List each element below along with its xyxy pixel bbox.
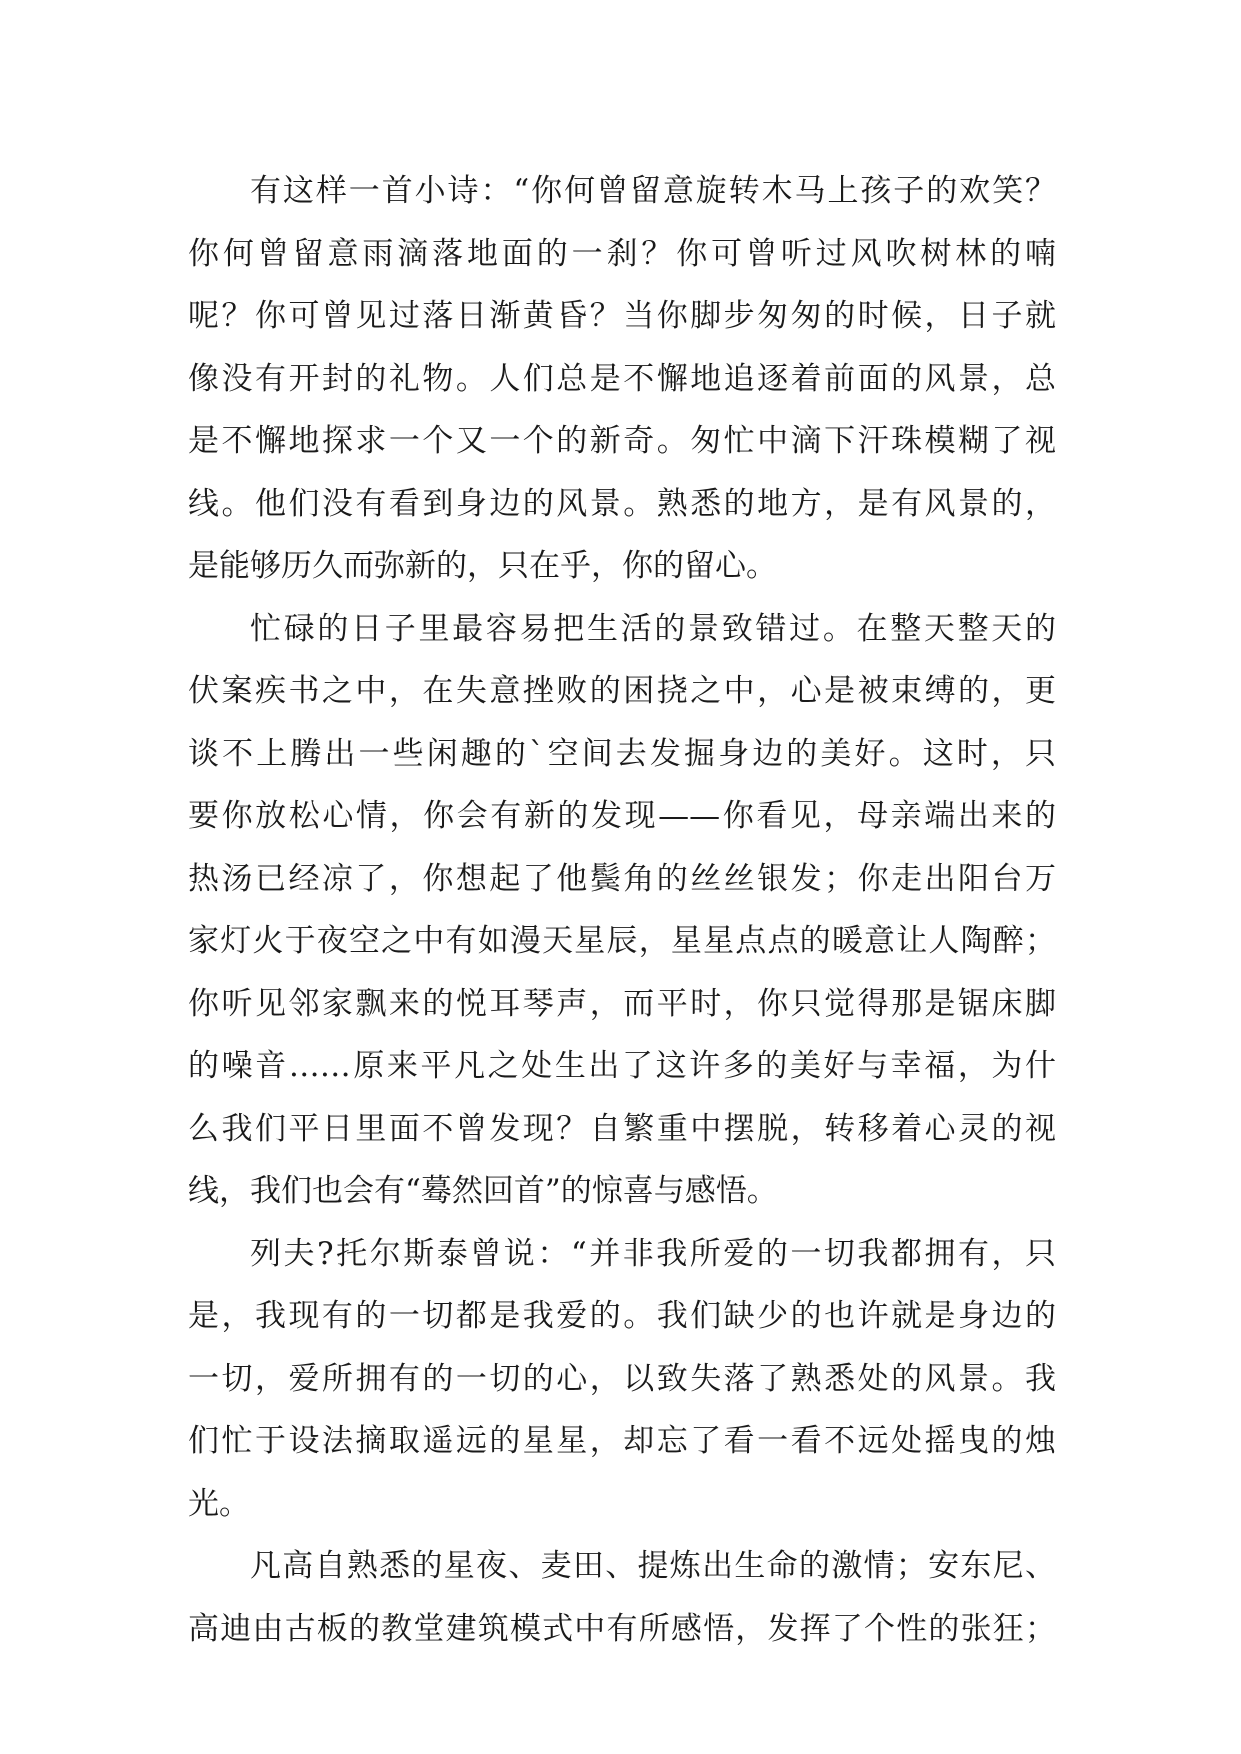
paragraph-1-line-4: 像没有开封的礼物。人们总是不懈地追逐着前面的风景，总	[188, 360, 1056, 397]
paragraph-2-line-4: 要你放松心情，你会有新的发现——你看见，母亲端出来的	[188, 798, 1056, 834]
paragraph-4-line-1: 凡高自熟悉的星夜、麦田、提炼出生命的激情；安东尼、	[250, 1548, 1056, 1584]
paragraph-1-line-3: 呢？你可曾见过落日渐黄昏？当你脚步匆匆的时候，日子就	[188, 298, 1056, 334]
paragraph-1-line-5: 是不懈地探求一个又一个的新奇。匆忙中滴下汗珠模糊了视	[188, 423, 1056, 459]
essay-body	[188, 160, 1056, 1660]
paragraph-2-line-2: 伏案疾书之中，在失意挫败的困挠之中，心是被束缚的，更	[188, 673, 1056, 709]
paragraph-1-line-1: 有这样一首小诗：“你何曾留意旋转木马上孩子的欢笑？	[250, 173, 1056, 209]
paragraph-4-line-2: 高迪由古板的教堂建筑模式中有所感悟，发挥了个性的张狂；	[188, 1610, 1056, 1647]
paragraph-3-line-4: 们忙于设法摘取遥远的星星，却忘了看一看不远处摇曳的烛	[188, 1423, 1056, 1459]
paragraph-2-line-5: 热汤已经凉了，你想起了他鬓角的丝丝银发；你走出阳台万	[188, 860, 1056, 897]
paragraph-3-line-3: 一切，爱所拥有的一切的心，以致失落了熟悉处的风景。我	[188, 1360, 1056, 1397]
paragraph-2-line-10: 线，我们也会有“蓦然回首”的惊喜与感悟。	[188, 1173, 778, 1209]
paragraph-2-line-7: 你听见邻家飘来的悦耳琴声，而平时，你只觉得那是锯床脚	[188, 985, 1056, 1022]
paragraph-1-line-7: 是能够历久而弥新的，只在乎，你的留心。	[188, 548, 777, 584]
paragraph-3-line-1: 列夫?托尔斯泰曾说：“并非我所爱的一切我都拥有，只	[250, 1235, 1056, 1272]
paragraph-2-line-9: 么我们平日里面不曾发现？自繁重中摆脱，转移着心灵的视	[188, 1110, 1056, 1147]
paragraph-1-line-2: 你何曾留意雨滴落地面的一刹？你可曾听过风吹树林的喃	[188, 235, 1056, 272]
paragraph-2-line-3: 谈不上腾出一些闲趣的`空间去发掘身边的美好。这时，只	[188, 735, 1056, 772]
paragraph-2-line-6: 家灯火于夜空之中有如漫天星辰，星星点点的暖意让人陶醉；	[188, 923, 1056, 959]
paragraph-3-line-5: 光。	[188, 1485, 250, 1522]
paragraph-2-line-1: 忙碌的日子里最容易把生活的景致错过。在整天整天的	[250, 610, 1056, 647]
paragraph-1-line-6: 线。他们没有看到身边的风景。熟悉的地方，是有风景的，	[188, 485, 1056, 522]
paragraph-2-line-8: 的噪音……原来平凡之处生出了这许多的美好与幸福，为什	[188, 1048, 1056, 1084]
paragraph-3-line-2: 是，我现有的一切都是我爱的。我们缺少的也许就是身边的	[188, 1298, 1056, 1334]
